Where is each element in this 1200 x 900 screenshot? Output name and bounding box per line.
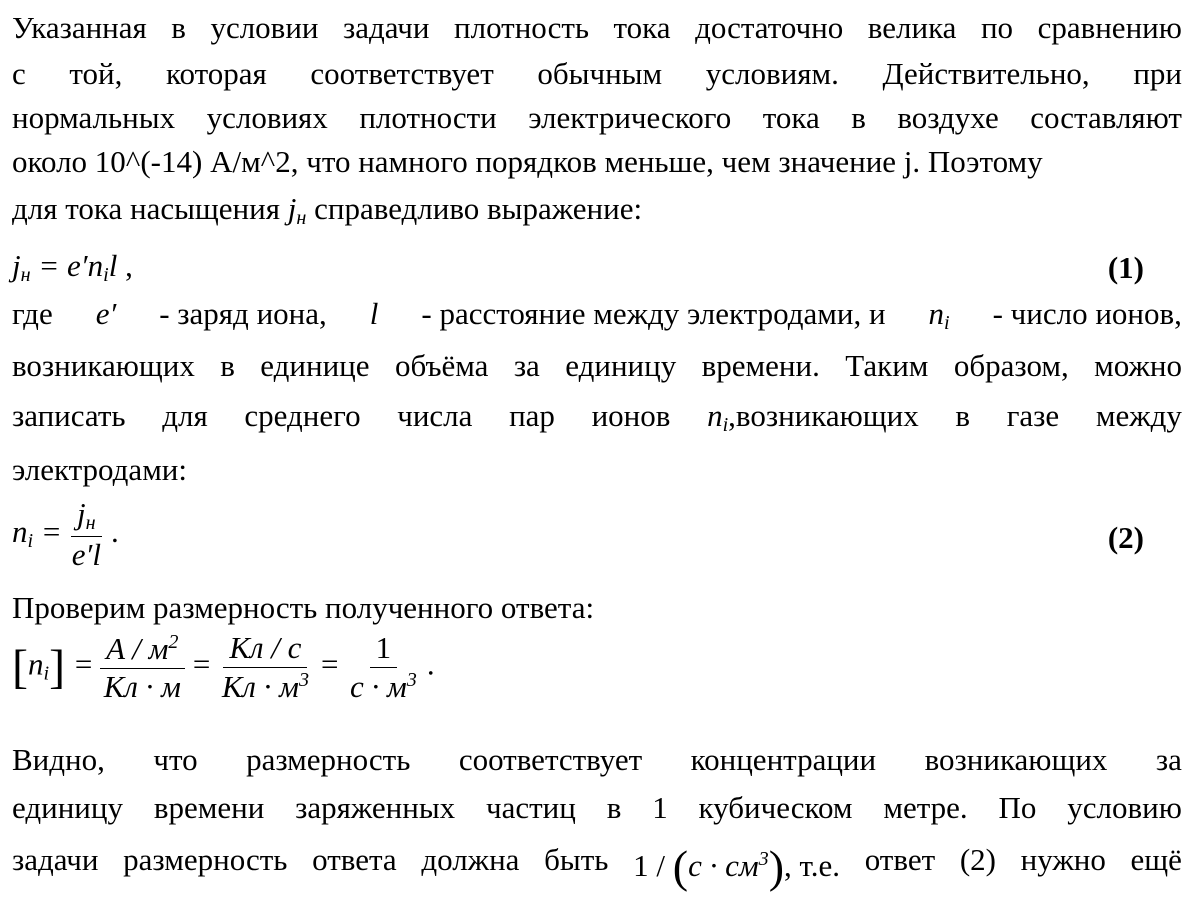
text-line-2 bbox=[12, 58, 1182, 89]
word: которая bbox=[166, 56, 267, 91]
text-span: - расстояние между электродами, и bbox=[421, 296, 886, 331]
text-span: - заряд иона, bbox=[159, 296, 327, 331]
word: записать bbox=[12, 398, 126, 433]
text-line-4: около 10^(-14) А/м^2, что намного порядков меньше, чем значение j. Поэтому bbox=[12, 144, 1043, 179]
word: ещё bbox=[1130, 842, 1182, 877]
word: достаточно bbox=[695, 10, 844, 45]
symbol-n-i: $n_i$ bbox=[928, 296, 950, 335]
word: ответа bbox=[312, 842, 397, 877]
word: Действительно, bbox=[882, 56, 1090, 91]
word: электрического bbox=[528, 100, 732, 135]
word: единице bbox=[260, 348, 370, 383]
word: условиях bbox=[206, 100, 328, 135]
word: что bbox=[153, 742, 198, 777]
word: Видно, bbox=[12, 742, 105, 777]
word: между bbox=[1095, 398, 1182, 433]
dimension-equation: $[n_i]$ = $\frac{A / м^2}{Кл \cdot м}$ = $\frac{Кл / с}{Кл \cdot м^3}$ = $\frac{1}{с \cdot м^3}$ . bbox=[12, 630, 435, 704]
word: для bbox=[162, 398, 208, 433]
word: газе bbox=[1006, 398, 1060, 433]
word: плотности bbox=[359, 100, 497, 135]
word: концентрации bbox=[690, 742, 877, 777]
word: образом, bbox=[953, 348, 1069, 383]
word: 1 bbox=[652, 790, 668, 825]
text-line-11 bbox=[12, 744, 1182, 775]
word: соответствует bbox=[458, 742, 643, 777]
word: Таким bbox=[845, 348, 929, 383]
word: условии bbox=[210, 10, 319, 45]
word: времени bbox=[153, 790, 265, 825]
word: нормальных bbox=[12, 100, 176, 135]
word: быть bbox=[544, 842, 609, 877]
equation-2-label: (2) bbox=[1107, 520, 1144, 555]
text-line-8 bbox=[12, 400, 1182, 435]
text-span: - число ионов, bbox=[992, 296, 1182, 331]
word: заряженных bbox=[295, 790, 456, 825]
word: единицу bbox=[565, 348, 677, 383]
text-line-3 bbox=[12, 102, 1182, 133]
word: условию bbox=[1067, 790, 1182, 825]
word: по bbox=[980, 10, 1014, 45]
word: единицу bbox=[12, 790, 123, 825]
word: пар bbox=[509, 398, 555, 433]
word: за bbox=[1155, 742, 1182, 777]
symbol-j-n: $j_н$ bbox=[287, 191, 307, 230]
word: обычным bbox=[537, 56, 663, 91]
word: метре. bbox=[883, 790, 968, 825]
word: числа bbox=[397, 398, 473, 433]
text-span: справедливо выражение: bbox=[314, 191, 643, 226]
word: возникающих bbox=[924, 742, 1108, 777]
word: составляют bbox=[1030, 100, 1182, 135]
word: размерность bbox=[123, 842, 288, 877]
word: велика bbox=[867, 10, 957, 45]
word: нужно bbox=[1020, 842, 1106, 877]
word: в bbox=[955, 398, 971, 433]
word: в bbox=[220, 348, 235, 383]
text-line-1 bbox=[12, 12, 1182, 43]
word: задачи bbox=[343, 10, 430, 45]
word: кубическом bbox=[698, 790, 853, 825]
word: за bbox=[513, 348, 540, 383]
symbol-l: l bbox=[369, 296, 379, 331]
word: времени. bbox=[701, 348, 820, 383]
word: размерность bbox=[246, 742, 411, 777]
unit-expression: $1 / (с \cdot см^3)$, т.е. bbox=[633, 841, 841, 892]
n-i-word: $n_i,возникающих$ bbox=[707, 398, 919, 437]
equation-1-label: (1) bbox=[1107, 250, 1144, 285]
word: в bbox=[171, 10, 186, 45]
text-line-6 bbox=[12, 298, 1182, 333]
word: при bbox=[1133, 56, 1182, 91]
word: тока bbox=[762, 100, 820, 135]
word: воздухе bbox=[897, 100, 999, 135]
word: тока bbox=[613, 10, 671, 45]
equation-1: $j_н = e'n_il$ , bbox=[12, 248, 133, 287]
word: ионов bbox=[591, 398, 671, 433]
word: в bbox=[851, 100, 866, 135]
word: частиц bbox=[486, 790, 576, 825]
word: можно bbox=[1094, 348, 1182, 383]
text-line-10: Проверим размерность полученного ответа: bbox=[12, 590, 595, 625]
equation-2: $n_i$ = $\frac{j_н}{e'l}$ . bbox=[12, 496, 119, 573]
word: (2) bbox=[959, 842, 996, 877]
word: сравнению bbox=[1037, 10, 1182, 45]
word: Указанная bbox=[12, 10, 147, 45]
word: ответ bbox=[864, 842, 936, 877]
text-line-7 bbox=[12, 350, 1182, 381]
text-line-12 bbox=[12, 792, 1182, 823]
word: задачи bbox=[12, 842, 99, 877]
text-line-5 bbox=[12, 193, 1182, 228]
word: соответствует bbox=[310, 56, 494, 91]
word: объёма bbox=[394, 348, 489, 383]
word: в bbox=[606, 790, 622, 825]
text-line-9: электродами: bbox=[12, 452, 188, 487]
word: среднего bbox=[244, 398, 361, 433]
text-span: для тока насыщения bbox=[12, 191, 288, 226]
word: с bbox=[12, 56, 26, 91]
word: условиям. bbox=[705, 56, 839, 91]
word: По bbox=[998, 790, 1037, 825]
word: где bbox=[12, 296, 53, 331]
word: должна bbox=[421, 842, 520, 877]
word: возникающих bbox=[12, 348, 195, 383]
word: той, bbox=[69, 56, 123, 91]
symbol-e-prime: e′ bbox=[95, 296, 117, 331]
word: плотность bbox=[454, 10, 590, 45]
text-line-13 bbox=[12, 841, 1182, 892]
